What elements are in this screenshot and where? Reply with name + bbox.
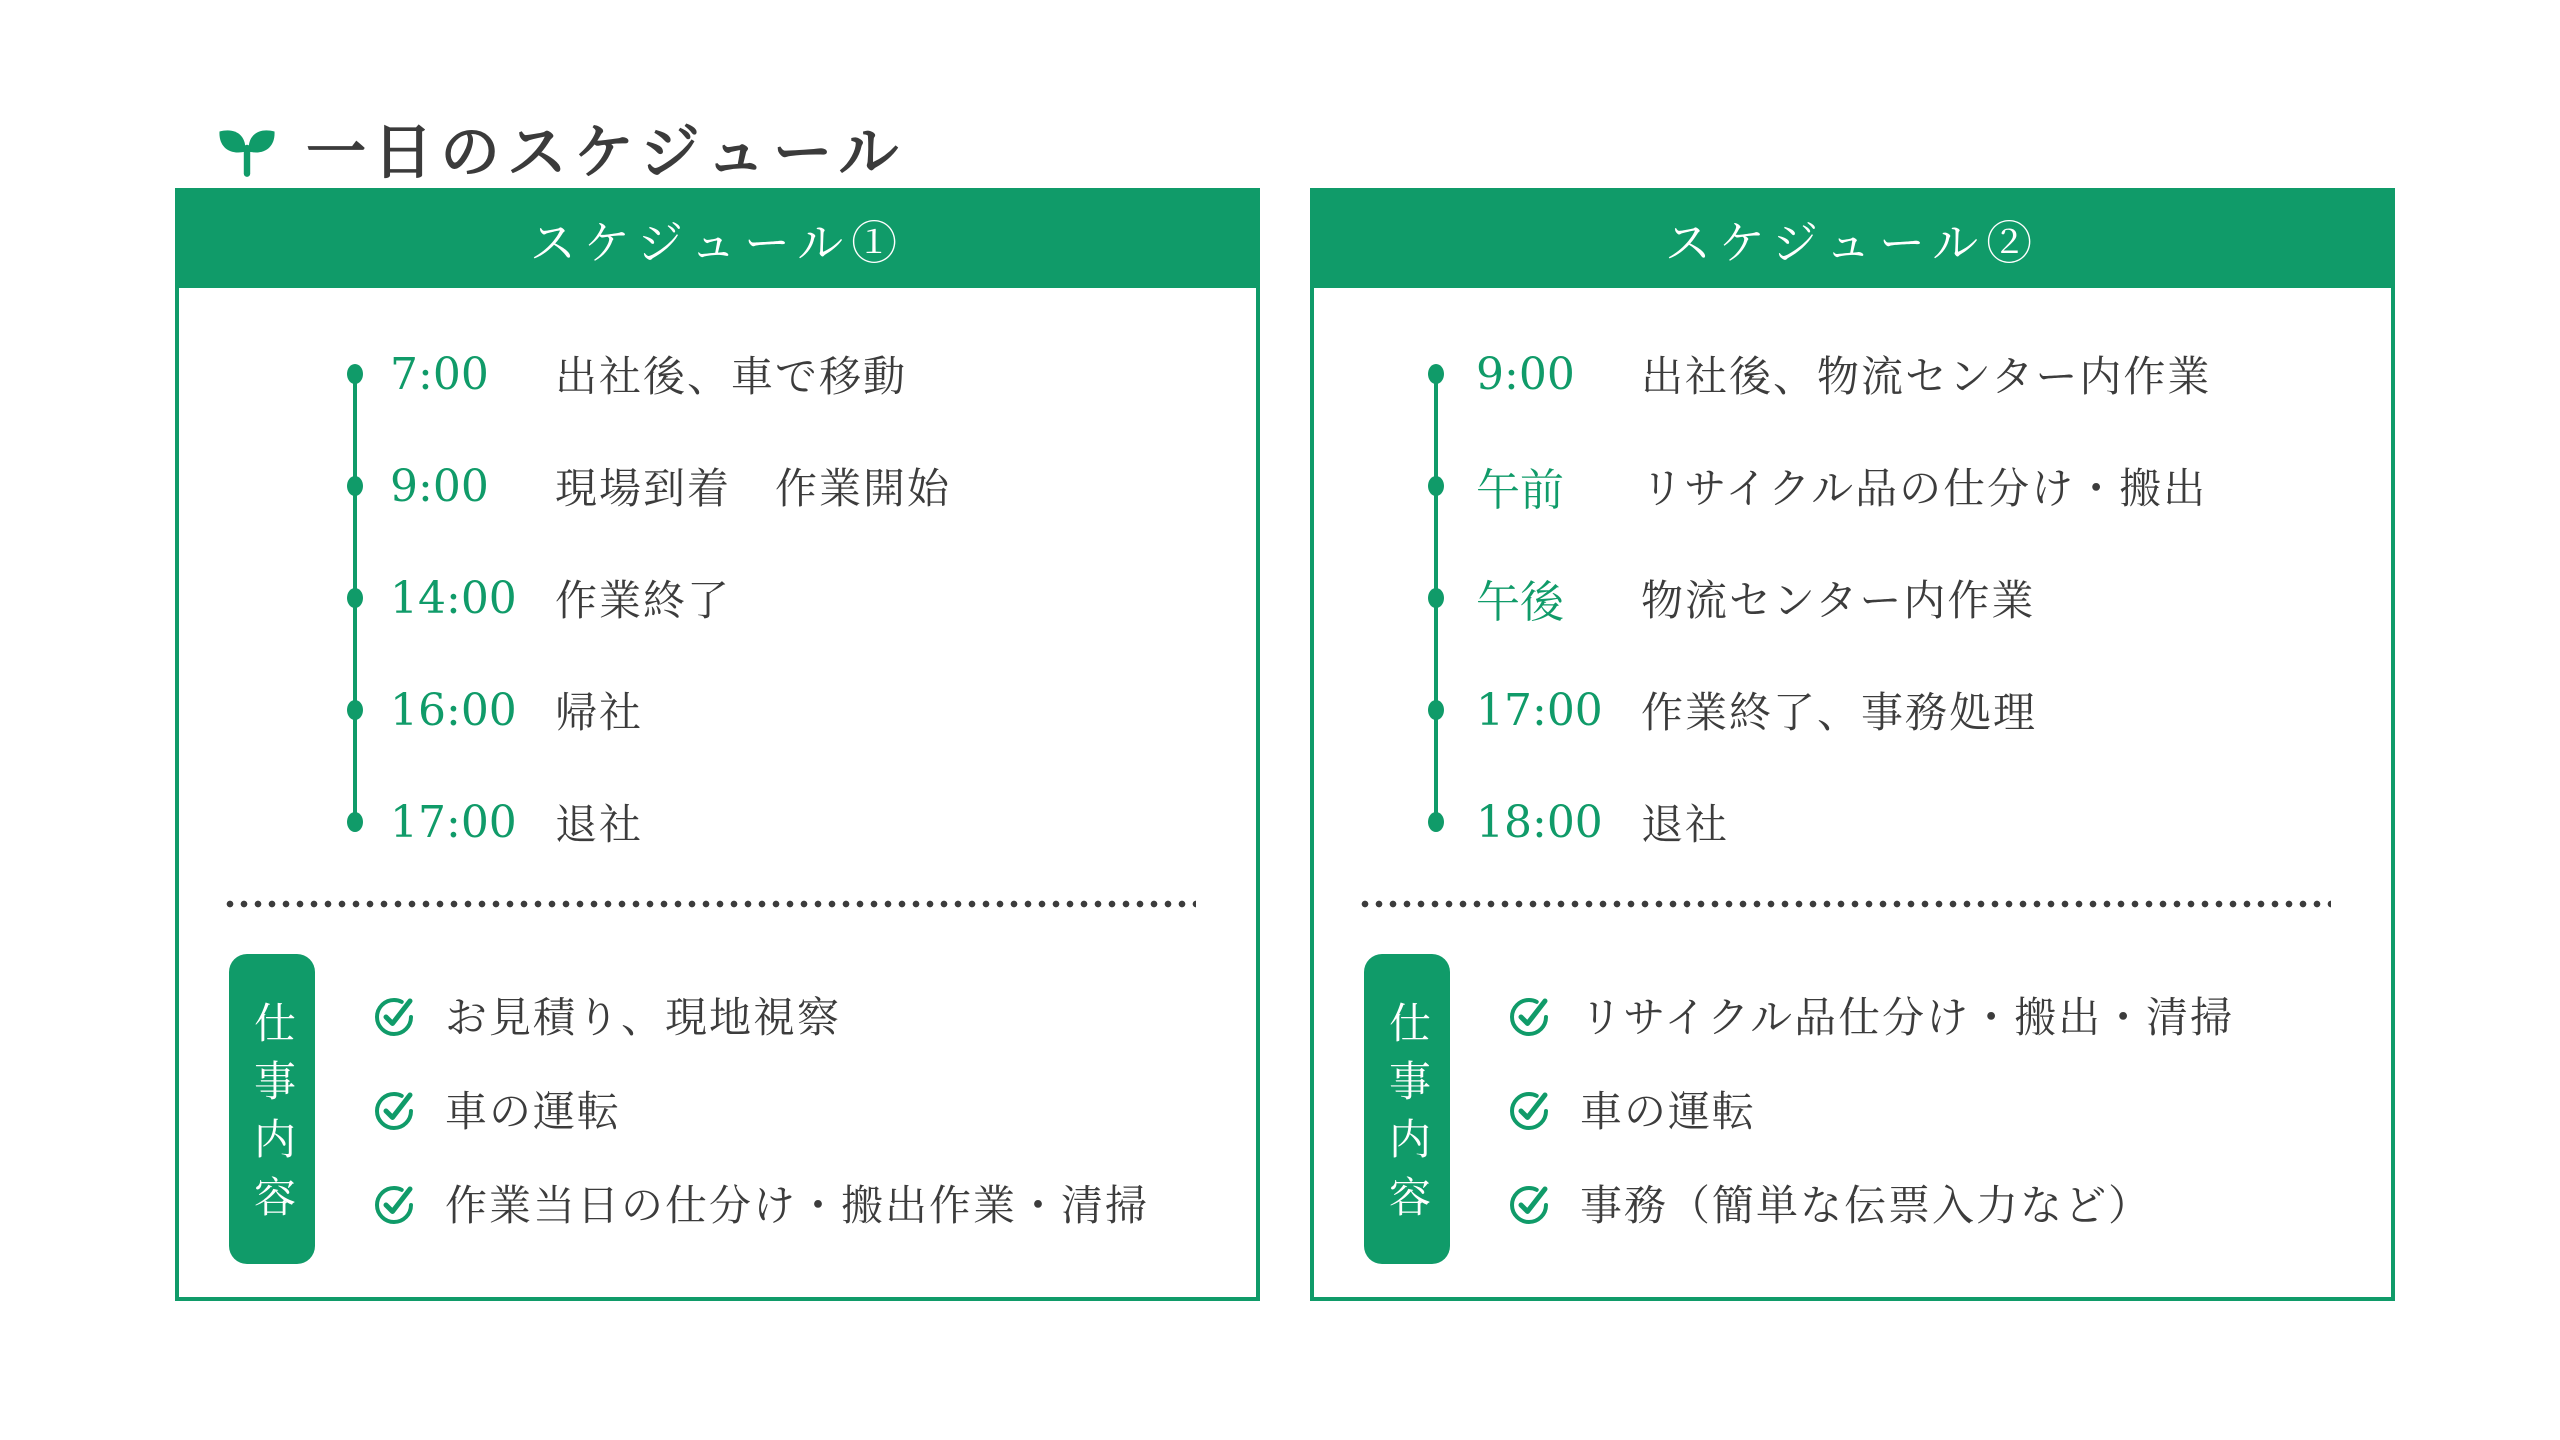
task-text: リサイクル品仕分け・搬出・清掃 [1580, 993, 2235, 1042]
task-list [1506, 954, 2234, 1264]
tasks-label: 仕事内容 [1383, 1001, 1432, 1233]
timeline-item [179, 542, 1256, 654]
timeline-description: 物流センター内作業 [1641, 576, 2036, 625]
timeline-dot [347, 812, 363, 832]
check-circle-icon [1506, 991, 1554, 1039]
task-item [371, 1156, 1149, 1250]
timeline-dot [347, 588, 363, 608]
timeline-time: 午前 [1476, 465, 1564, 516]
timeline-time: 午後 [1476, 577, 1564, 628]
check-circle-icon [1506, 1179, 1554, 1227]
task-item [1506, 1062, 2234, 1156]
timeline-time: 17:00 [390, 796, 517, 848]
timeline-dot [1428, 476, 1444, 496]
task-text: 作業当日の仕分け・搬出作業・清掃 [445, 1181, 1150, 1230]
task-item [1506, 1156, 2234, 1250]
timeline-dot [347, 364, 363, 384]
timeline-time: 9:00 [1476, 348, 1575, 400]
task-item [1506, 968, 2234, 1062]
page-title: 一日のスケジュール [306, 118, 906, 188]
timeline-dot [1428, 812, 1444, 832]
timeline-item [1314, 430, 2391, 542]
timeline-description: リサイクル品の仕分け・搬出 [1641, 464, 2208, 513]
timeline-item [1314, 654, 2391, 766]
task-text: 車の運転 [1580, 1087, 1757, 1136]
check-circle-icon [1506, 1085, 1554, 1133]
dotted-divider [1358, 900, 2331, 908]
timeline-time: 18:00 [1476, 796, 1603, 848]
schedule-panel-2 [1310, 188, 2395, 1301]
timeline-time: 9:00 [390, 460, 489, 512]
task-text: 車の運転 [445, 1087, 622, 1136]
timeline [1314, 318, 2391, 878]
task-text: 事務（簡単な伝票入力など） [1580, 1181, 2153, 1230]
page-header [0, 0, 2560, 188]
check-circle-icon [371, 1179, 419, 1227]
timeline-description: 出社後、車で移動 [555, 352, 908, 401]
timeline [179, 318, 1256, 878]
timeline-time: 17:00 [1476, 684, 1603, 736]
timeline-description: 帰社 [555, 688, 644, 737]
timeline-item [1314, 318, 2391, 430]
tasks-label: 仕事内容 [248, 1001, 297, 1233]
timeline-description: 現場到着 作業開始 [555, 464, 952, 513]
timeline-item [179, 654, 1256, 766]
task-list [371, 954, 1149, 1264]
check-circle-icon [371, 1085, 419, 1133]
timeline-time: 7:00 [390, 348, 489, 400]
tasks-section [229, 954, 1256, 1264]
timeline-item [179, 318, 1256, 430]
tasks-label-box [229, 954, 315, 1264]
timeline-item [1314, 542, 2391, 654]
timeline-description: 作業終了、事務処理 [1641, 688, 2038, 737]
timeline-dot [347, 700, 363, 720]
seedling-icon [214, 115, 280, 181]
check-circle-icon [371, 991, 419, 1039]
timeline-time: 14:00 [390, 572, 517, 624]
dotted-divider [223, 900, 1196, 908]
panel-header: スケジュール② [1314, 192, 2391, 288]
timeline-time: 16:00 [390, 684, 517, 736]
timeline-dot [1428, 364, 1444, 384]
timeline-description: 退社 [555, 800, 644, 849]
timeline-item [179, 766, 1256, 878]
task-item [371, 1062, 1149, 1156]
task-text: お見積り、現地視察 [445, 993, 842, 1042]
timeline-dot [1428, 588, 1444, 608]
panel-header: スケジュール① [179, 192, 1256, 288]
tasks-section [1364, 954, 2391, 1264]
timeline-description: 出社後、物流センター内作業 [1641, 352, 2212, 401]
schedule-panel-1 [175, 188, 1260, 1301]
timeline-dot [1428, 700, 1444, 720]
timeline-description: 退社 [1641, 800, 1730, 849]
timeline-dot [347, 476, 363, 496]
task-item [371, 968, 1149, 1062]
panels-container [175, 188, 2560, 1301]
tasks-label-box [1364, 954, 1450, 1264]
timeline-item [179, 430, 1256, 542]
timeline-description: 作業終了 [555, 576, 732, 625]
timeline-item [1314, 766, 2391, 878]
